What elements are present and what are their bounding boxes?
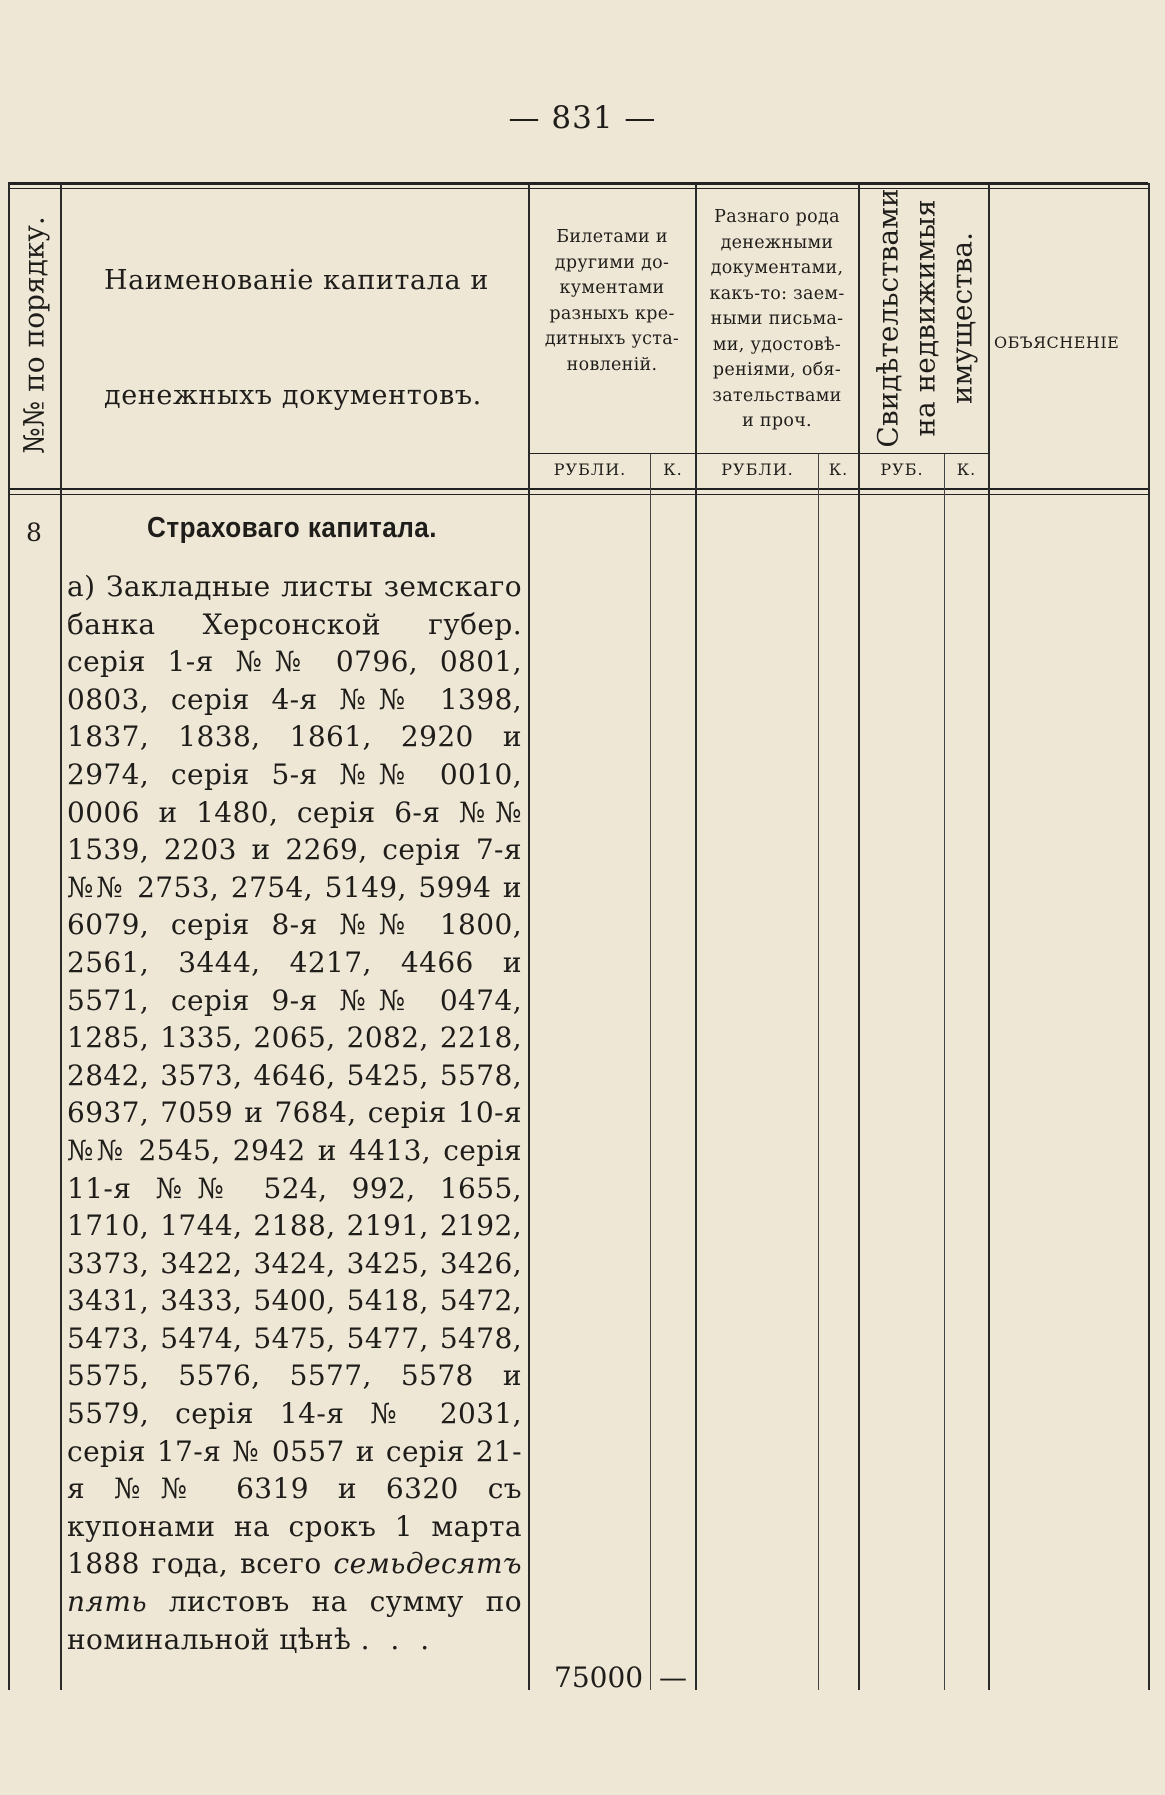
table-top-rule-inner	[8, 188, 1148, 189]
col-divider-tickets-kop	[650, 454, 651, 1690]
col-divider-docs-kop	[818, 454, 819, 1690]
unit-rub-2: РУБЛИ.	[721, 460, 794, 479]
col-divider-docs	[858, 183, 860, 1690]
header-col-name-line2: денежныхъ документовъ.	[104, 380, 482, 411]
header-col-explanation: ОБЪЯСНЕНІЕ	[994, 333, 1120, 352]
col-divider-number	[60, 183, 62, 1690]
row-number: 8	[26, 518, 42, 547]
header-col-certificates-2: на недвижимыя	[908, 199, 942, 437]
table-top-rule	[8, 182, 1148, 185]
description-main: а) Закладные листы земскаго банка Херсонской губер. серія 1-я №№ 0796, 0801, 0803, серія 4-я №№ 1398, 1837, 1838, 1861, 2920 и 2974, серія 5-я №№ 0010, 0006 и 1480, серія 6-я №№ 1539, 2203 и 2269, серія 7-я №№ 2753, 2754, 5149, 5994 и 6079, серія 8-я №№ 1800, 2561, 3444, 4217, 4466 и 5571, серія 9-я №№ 0474, 1285, 1335, 2065, 2082, 2218, 2842, 3573, 4646, 5425, 5578, 6937, 7059 и 7684, серія 10-я №№ 2545, 2942 и 4413, серія 11-я №№ 524, 992, 1655, 1710, 1744, 2188, 2191, 2192, 3373, 3422, 3424, 3425, 3426, 3431, 3433, 5400, 5418, 5472, 5473, 5474, 5475, 5477, 5478, 5575, 5576, 5577, 5578 и 5579, серія 14-я № 2031, серія 17-я № 0557 и серія 21-я №№ 6319 и 6320 съ купонами на срокъ 1 марта 1888 года, всего	[67, 570, 522, 1581]
unit-rub-3: РУБ.	[880, 460, 924, 479]
units-rule	[528, 453, 988, 454]
description-after: листовъ на сумму по номинальной цѣнѣ	[67, 1585, 522, 1656]
unit-kop-2: К.	[828, 460, 849, 479]
header-bottom-rule	[8, 488, 1148, 490]
description-leader: . . .	[360, 1622, 436, 1656]
description-italic: семьдесятъ пять	[67, 1547, 522, 1619]
header-col-name-line1: Наименованіе капитала и	[104, 265, 489, 296]
section-title: Страховаго капитала.	[147, 512, 437, 544]
unit-kop-3: К.	[956, 460, 977, 479]
page-number: — 831 —	[508, 100, 657, 136]
col-divider-cert	[988, 183, 990, 1690]
header-col-tickets: Билетами и другими до- кументами разныхъ кре- дитныхъ уста- новленій.	[544, 227, 680, 375]
header-bottom-rule-2	[8, 494, 1148, 495]
header-col-certificates-3: имущества.	[945, 231, 979, 405]
amount-rubles: 75000	[554, 1661, 644, 1694]
header-col-number: №№ по порядку.	[17, 216, 51, 454]
amount-kopecks: —	[659, 1661, 687, 1694]
header-col-documents: Разнаго рода денежными документами, какъ-то: заем- ными письма- ми, удостовѣ- реніями, обя- зательствами и проч.	[709, 207, 845, 431]
header-col-certificates-1: Свидѣтельствами	[871, 188, 905, 448]
row-description	[67, 568, 522, 1658]
unit-kop-1: К.	[663, 460, 683, 479]
unit-rub-1: РУБЛИ.	[553, 460, 627, 479]
left-border	[8, 183, 10, 1690]
col-divider-name	[528, 183, 530, 1690]
col-divider-cert-kop	[944, 454, 945, 1690]
right-border	[1148, 183, 1150, 1690]
